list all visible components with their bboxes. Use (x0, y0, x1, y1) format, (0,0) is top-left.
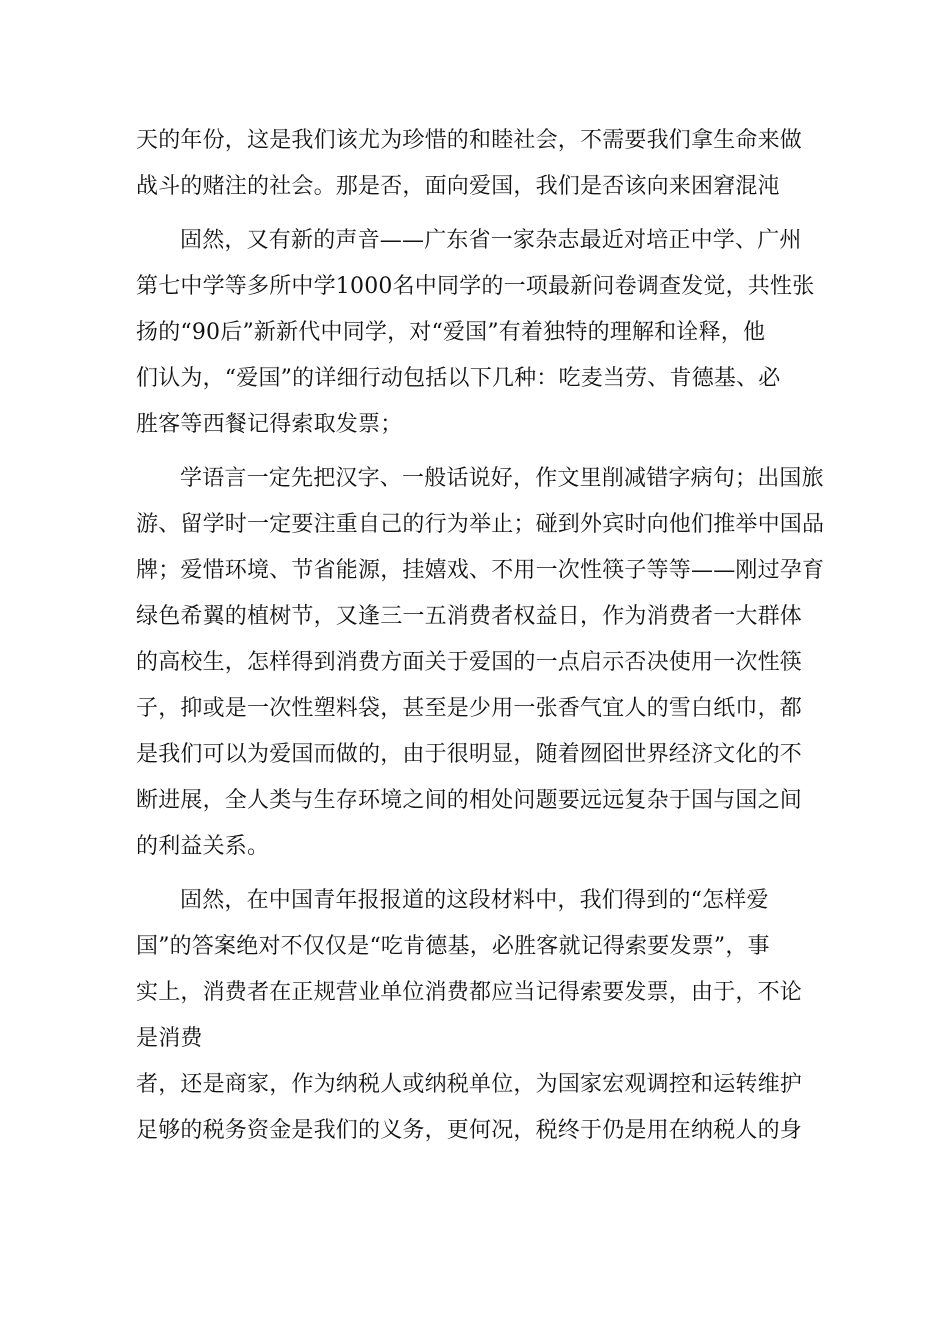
text-line: 足够的税务资金是我们的义务，更何况，税终于仍是用在纳税人的身 (136, 1118, 803, 1143)
text-line: 是消费 (136, 1026, 203, 1051)
text-line: 固然，在中国青年报报道的这段材料中，我们得到的“怎样爱 (180, 888, 769, 913)
text-line: 实上，消费者在正规营业单位消费都应当记得索要发票，由于，不论 (136, 980, 803, 1005)
text-line: 固然，又有新的声音——广东省一家杂志最近对培正中学、广州 (180, 228, 802, 253)
text-line: 战斗的赌注的社会。那是否，面向爱国，我们是否该向来困窘混沌 (136, 174, 780, 199)
text-line: 第七中学等多所中学1000名中同学的一项最新问卷调查发觉，共性张 (136, 274, 815, 299)
text-line: 是我们可以为爱国而做的，由于很明显，随着囫囵世界经济文化的不 (136, 742, 803, 767)
text-line: 扬的“90后”新新代中同学，对“爱国”有着独特的理解和诠释，他 (136, 320, 766, 345)
text-line: 们认为，“爱国”的详细行动包括以下几种：吃麦当劳、肯德基、必 (136, 366, 781, 391)
text-line: 的高校生，怎样得到消费方面关于爱国的一点启示否决使用一次性筷 (136, 650, 803, 675)
text-line: 绿色希翼的植树节，又逢三一五消费者权益日，作为消费者一大群体 (136, 604, 803, 629)
text-line: 牌；爱惜环境、节省能源，挂嬉戏、不用一次性筷子等等——刚过孕育 (136, 558, 825, 583)
text-line: 游、留学时一定要注重自己的行为举止；碰到外宾时向他们推举中国品 (136, 512, 825, 537)
text-line: 天的年份，这是我们该尤为珍惜的和睦社会，不需要我们拿生命来做 (136, 128, 803, 153)
text-line: 学语言一定先把汉字、一般话说好，作文里削减错字病句；出国旅 (180, 466, 824, 491)
text-line: 国”的答案绝对不仅仅是“吃肯德基，必胜客就记得索要发票”，事 (136, 934, 770, 959)
text-line: 子，抑或是一次性塑料袋，甚至是少用一张香气宜人的雪白纸巾，都 (136, 696, 803, 721)
text-line: 胜客等西餐记得索取发票； (136, 412, 403, 437)
text-line: 的利益关系。 (136, 834, 270, 859)
text-line: 断进展，全人类与生存环境之间的相处问题要远远复杂于国与国之间 (136, 788, 803, 813)
text-line: 者，还是商家，作为纳税人或纳税单位，为国家宏观调控和运转维护 (136, 1072, 803, 1097)
document-body (136, 118, 825, 1154)
